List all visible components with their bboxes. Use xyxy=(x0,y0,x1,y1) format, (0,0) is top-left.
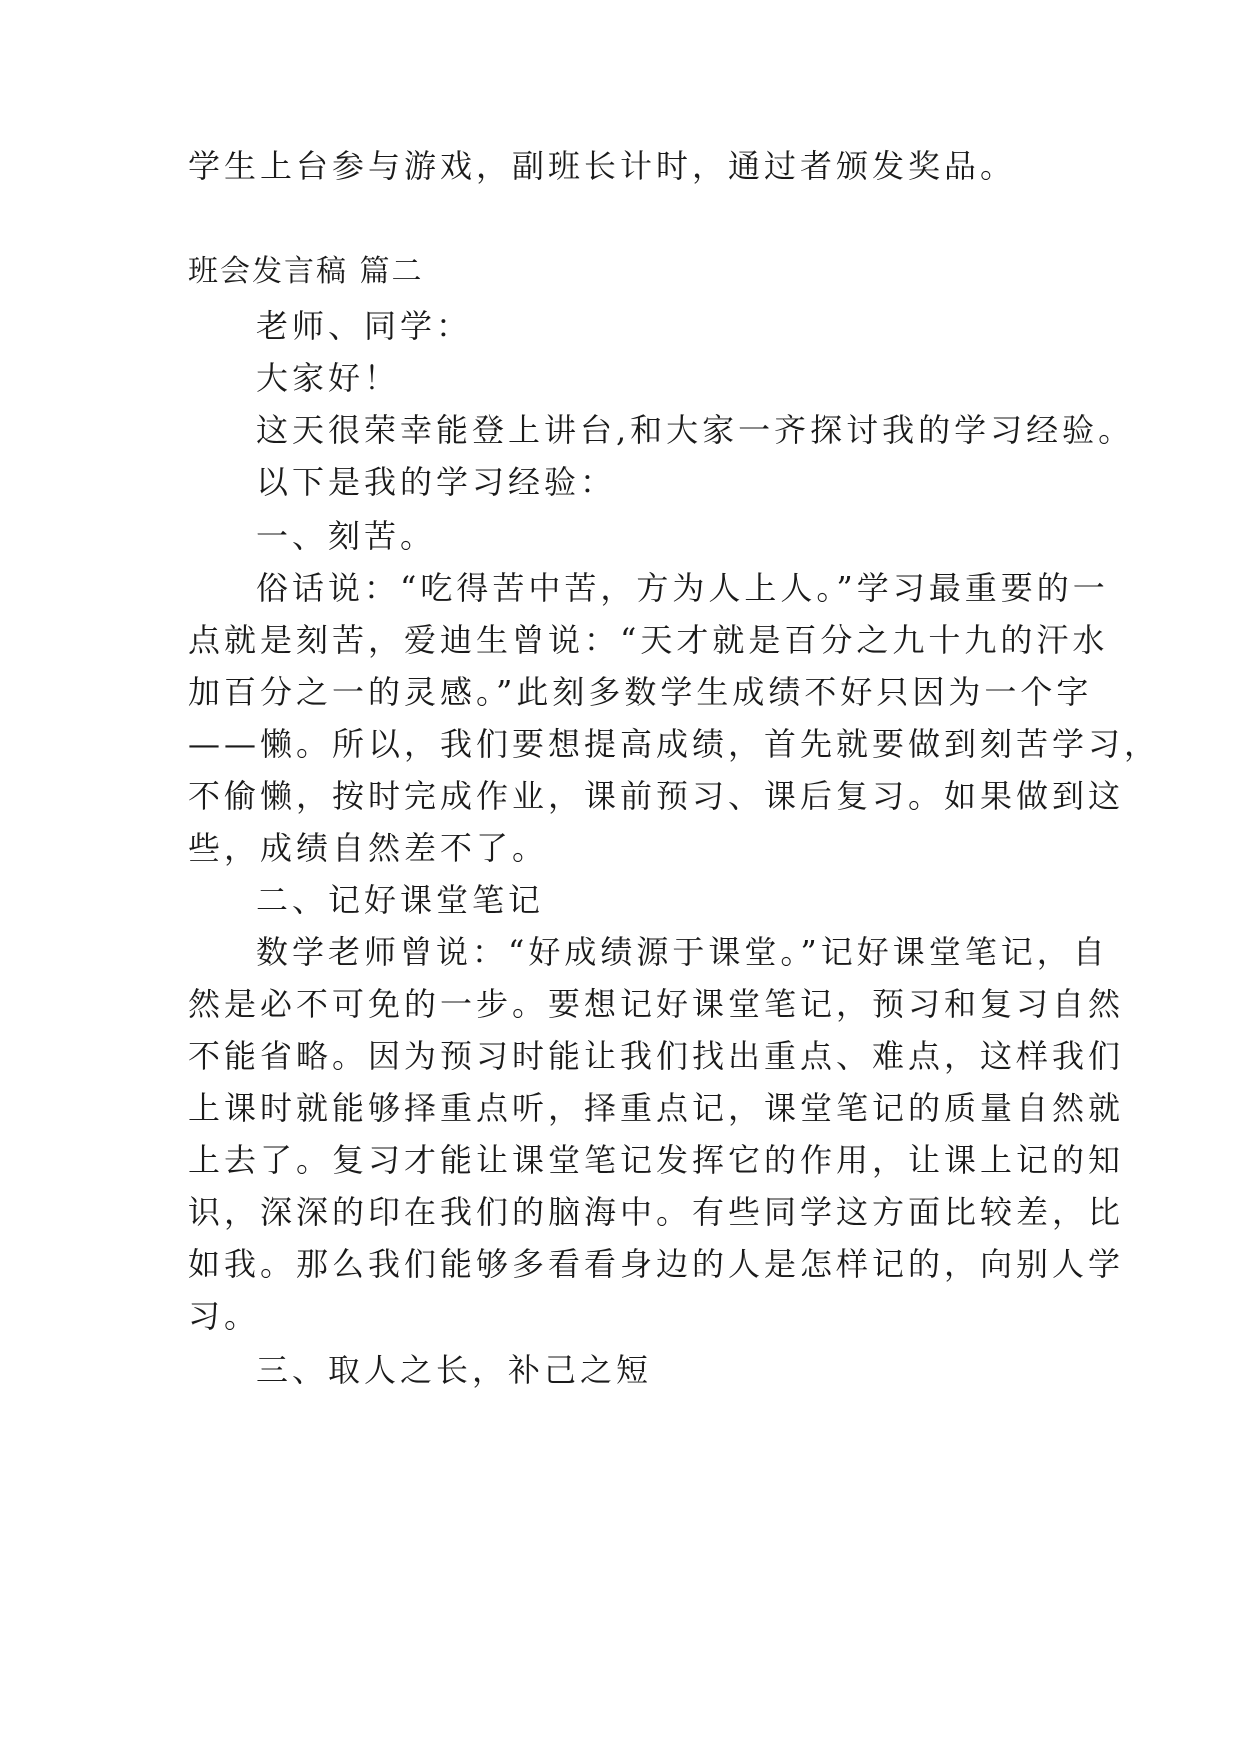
heading-two: 二、记好课堂笔记 xyxy=(256,881,545,919)
opening-line: 这天很荣幸能登上讲台,和大家一齐探讨我的学习经验。 xyxy=(256,411,1135,449)
section-title: 班会发言稿 篇二 xyxy=(188,254,424,289)
para-notes-line-2: 然是必不可免的一步。要想记好课堂笔记，预习和复习自然 xyxy=(188,985,1125,1023)
heading-one: 一、刻苦。 xyxy=(256,517,437,555)
para-diligence-line-4: ——懒。所以，我们要想提高成绩，首先就要做到刻苦学习， xyxy=(188,725,1161,763)
intro-experience: 以下是我的学习经验： xyxy=(256,463,617,501)
para-diligence-line-3: 加百分之一的灵感。”此刻多数学生成绩不好只因为一个字 xyxy=(188,673,1093,711)
para-notes-line-6: 识，深深的印在我们的脑海中。有些同学这方面比较差，比 xyxy=(188,1193,1125,1231)
para-notes-line-3: 不能省略。因为预习时能让我们找出重点、难点，这样我们 xyxy=(188,1037,1125,1075)
salutation: 老师、同学： xyxy=(256,307,473,345)
para-notes-line-4: 上课时就能够择重点听，择重点记，课堂笔记的质量自然就 xyxy=(188,1089,1125,1127)
para-notes-line-5: 上去了。复习才能让课堂笔记发挥它的作用，让课上记的知 xyxy=(188,1141,1125,1179)
para-notes-line-7: 如我。那么我们能够多看看身边的人是怎样记的，向别人学 xyxy=(188,1245,1125,1283)
para-diligence-line-5: 不偷懒，按时完成作业，课前预习、课后复习。如果做到这 xyxy=(188,777,1125,815)
para-diligence-line-1: 俗话说：“吃得苦中苦，方为人上人。”学习最重要的一 xyxy=(256,569,1109,607)
para-diligence-line-6: 些，成绩自然差不了。 xyxy=(188,829,549,867)
greeting: 大家好！ xyxy=(256,359,401,397)
intro-line: 学生上台参与游戏，副班长计时，通过者颁发奖品。 xyxy=(188,147,1017,185)
para-diligence-line-2: 点就是刻苦，爱迪生曾说：“天才就是百分之九十九的汗水 xyxy=(188,621,1109,659)
para-notes-line-1: 数学老师曾说：“好成绩源于课堂。”记好课堂笔记，自 xyxy=(256,933,1109,971)
heading-three: 三、取人之长，补己之短 xyxy=(256,1351,653,1389)
para-notes-line-8: 习。 xyxy=(188,1297,261,1335)
